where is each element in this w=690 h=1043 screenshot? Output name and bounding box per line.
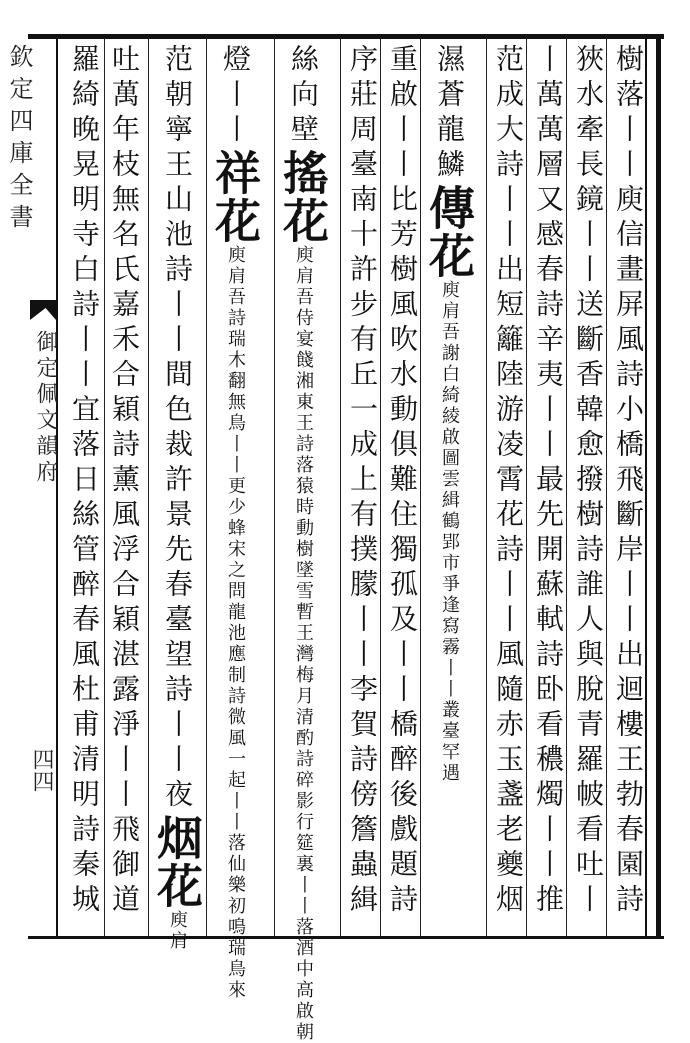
annotation: 庾肩吾謝白綺綾啟圖雲緝鶴郢市爭逢寫霧丨丨叢臺罕遇 (439, 280, 460, 784)
text-column-2: 狹水牽長鏡丨丨送斷香韓愈撥樹詩誰人與脫青羅帔看吐丨 (572, 44, 605, 919)
text-column-1: 樹落丨丨庾信畫屏風詩小橋飛斷岸丨丨出迴樓王勃春園詩 (612, 44, 645, 919)
frame-right-inner-line (645, 34, 647, 939)
text-column-6: 重啟丨丨比芳樹風吹水動俱難住獨孤及丨丨橋醉後戲題詩 (386, 44, 419, 919)
frame-top-line (28, 34, 664, 39)
column-text: 范朝寧王山池詩丨丨間色裁許景先春臺望詩丨丨夜 (161, 44, 194, 814)
headword: 烟花 (150, 814, 204, 910)
text-column-11: 吐萬年枝無名氏嘉禾合穎詩薰風浮合穎湛露淨丨丨飛御道 (108, 44, 141, 919)
text-column-9 (208, 44, 262, 1001)
spine-title: 欽定四庫全書 (5, 44, 33, 236)
column-rule (606, 38, 607, 936)
frame-right-outer-line (656, 34, 661, 939)
spine-subtitle: 御定佩文韻府 (33, 330, 58, 486)
column-text: 燈丨丨 (219, 44, 252, 149)
text-column-5 (422, 44, 476, 784)
headword: 傳花 (422, 184, 476, 280)
text-column-10 (150, 44, 204, 952)
column-rule (566, 38, 567, 936)
column-rule (380, 38, 381, 936)
annotation: 庾肩 (167, 910, 188, 952)
fish-tail-mark-icon (30, 300, 56, 320)
column-rule (486, 38, 487, 936)
column-rule (148, 38, 149, 936)
column-rule (340, 38, 341, 936)
book-spine (0, 0, 58, 975)
text-column-8 (276, 44, 330, 1043)
headword: 搖花 (276, 149, 330, 245)
column-rule (526, 38, 527, 936)
column-rule (206, 38, 207, 936)
folio-number: 四四 (29, 748, 54, 792)
text-column-3: 丨萬萬層又感春詩辛夷丨丨最先開蘇軾詩卧看穠燭丨丨推 (532, 44, 565, 919)
frame-bottom-line (28, 936, 664, 939)
annotation: 庾肩吾詩瑞木翻無鳥丨丨更少蜂宋之問龍池應制詩微風一起丨丨落仙樂初鳴瑞鳥來 (225, 245, 246, 1001)
annotation: 庾肩吾侍宴餞湘東王詩落猿時動樹墜雪暫王灣梅月清酌詩碎影行筵裏丨丨落酒中高啟朝 (293, 245, 314, 1043)
column-text: 絲向壁 (287, 44, 320, 149)
spine-line (56, 34, 58, 939)
column-rule (274, 38, 275, 936)
column-rule (104, 38, 105, 936)
headword: 祥花 (208, 149, 262, 245)
text-column-12: 羅綺晚晃明寺白詩丨丨宜落日絲管醉春風杜甫清明詩秦城 (68, 44, 101, 919)
column-rule (420, 38, 421, 936)
text-column-7: 序莊周臺南十許步有丘一成上有撲朦丨丨李賀詩傍簷蟲緝 (346, 44, 379, 919)
column-text: 濕蒼龍鱗 (433, 44, 466, 184)
text-column-4: 范成大詩丨丨出短籬陸游凌霄花詩丨丨風隨赤玉盞老夔烟 (492, 44, 525, 919)
